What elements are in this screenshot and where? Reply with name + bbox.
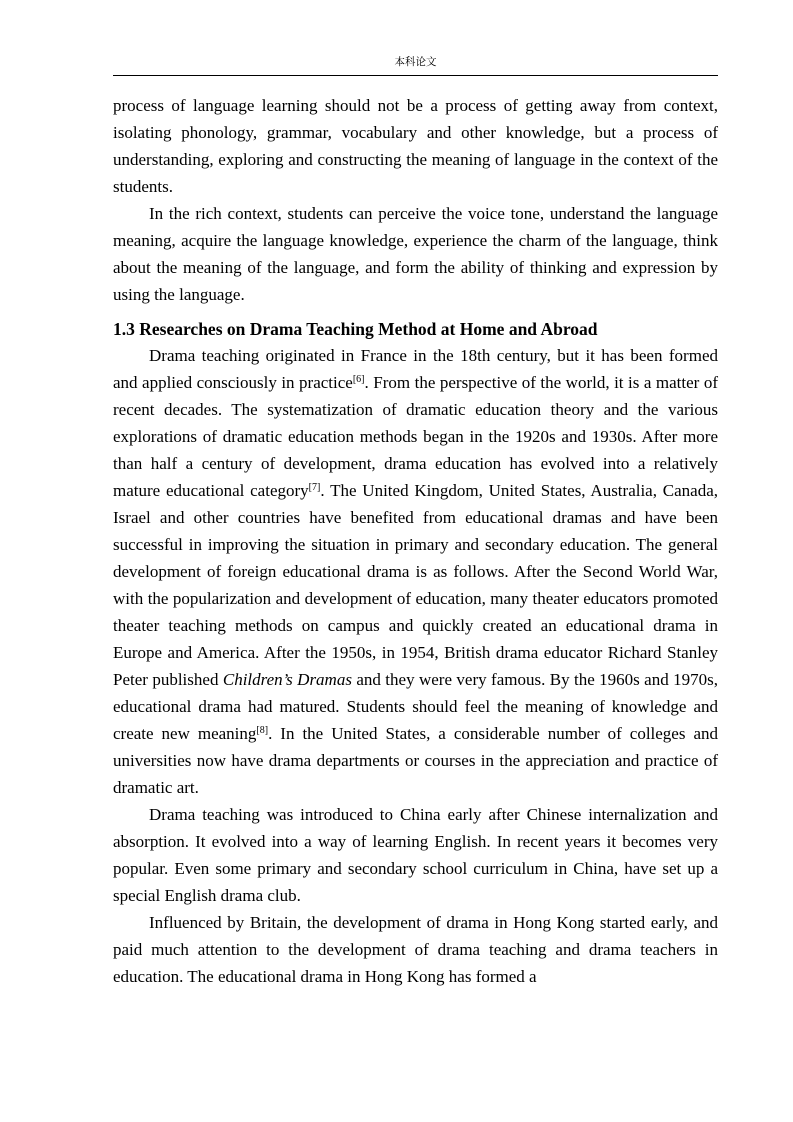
paragraph-rich-context: In the rich context, students can perceive the voice tone, understand the language meaning, acquire the language knowledge, experience the charm of the language, think about the meaning of the language, and form the ability of thinking and expression by using the language. [113, 204, 718, 304]
citation-ref: [6] [352, 374, 365, 385]
book-title: Children’s Dramas [222, 670, 352, 689]
text-segment: . In the United States, a considerable number of colleges and universities now have drama departments or courses in the appreciation and practice of dramatic art. [113, 724, 718, 797]
paragraph-hong-kong: Influenced by Britain, the development of drama in Hong Kong started early, and paid much attention to the development of drama teaching and drama teachers in education. The educational drama in Hong Kong has formed a [113, 913, 718, 986]
page-body [113, 92, 718, 990]
citation-ref: [7] [308, 482, 321, 493]
paragraph-drama-origin [113, 342, 718, 801]
header-title: 本科论文 [394, 56, 437, 68]
text-segment: . The United Kingdom, United States, Australia, Canada, Israel and other countries have benefited from educational dramas and have been successful in improving the situation in primary and secondary education. The general development of foreign educational drama is as follows. After the Second World War, with the popularization and development of education, many theater educators promoted theater teaching methods on campus and quickly created an educational drama in Europe and America. After the 1950s, in 1954, British drama educator Richard Stanley Peter published [113, 481, 719, 689]
citation-ref: [8] [256, 725, 269, 736]
text-segment: and they were very famous. By the 1960s and 1970s, educational drama had matured. Students should feel the meaning of knowledge and create new meaning [113, 670, 718, 743]
page-header [113, 55, 718, 76]
paragraph-china: Drama teaching was introduced to China early after Chinese internalization and absorption. It evolved into a way of learning English. In recent years it becomes very popular. Even some primary and secondary school curriculum in China, have set up a special English drama club. [113, 805, 718, 905]
section-heading: 1.3 Researches on Drama Teaching Method at Home and Abroad [113, 319, 598, 339]
text-segment: . From the perspective of the world, it is a matter of recent decades. The systematization of dramatic education theory and the various explorations of dramatic education methods began in the 1920s and 1930s. After more than half a century of development, drama education has evolved into a relatively mature educational category [113, 373, 718, 500]
text-segment: Drama teaching originated in France in the 18th century, but it has been formed and applied consciously in practice [113, 346, 718, 392]
paragraph-continued: process of language learning should not be a process of getting away from context, isolating phonology, grammar, vocabulary and other knowledge, but a process of understanding, exploring and constructing the meaning of language in the context of the students. [113, 96, 718, 196]
